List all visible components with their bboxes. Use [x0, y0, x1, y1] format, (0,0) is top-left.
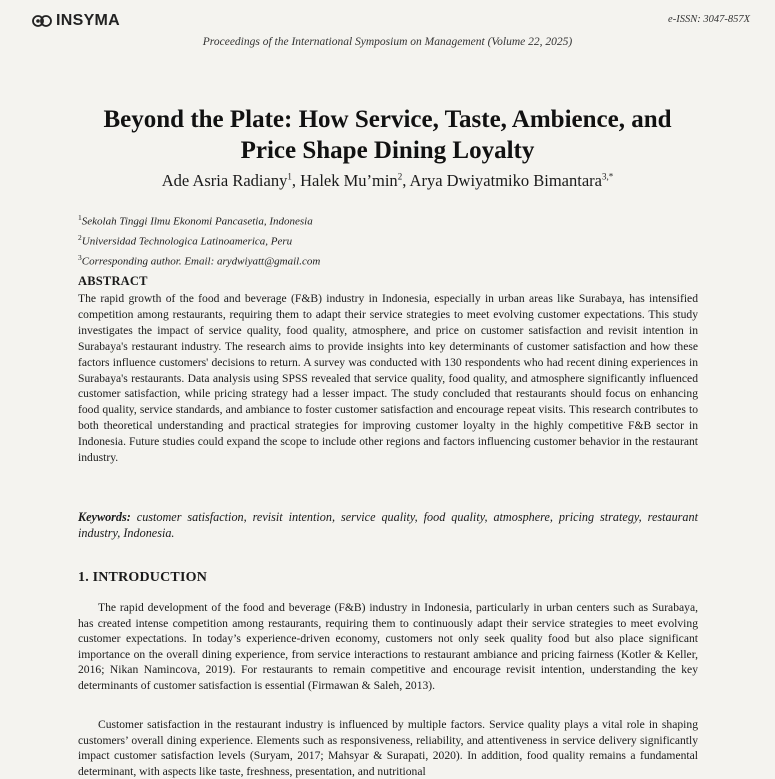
paper-title: [60, 104, 715, 166]
intro-paragraph: Customer satisfaction in the restaurant industry is influenced by multiple factors. Service quality plays a vital role in shaping customers’ overall dining experience. Elements such as responsiveness, reliability, and attentiveness in service delivery significantly impact customer satisfaction levels (Suryam, 2017; Mahsyar & Surapati, 2020). In addition, food quality remains a fundamental determinant, with aspects like taste, freshness, presentation, and nutritional: [78, 718, 698, 778]
title-line-2: Price Shape Dining Loyalty: [240, 137, 535, 164]
page-header: [32, 12, 750, 32]
affiliation: $^1$Sekolah Tinggi Ilmu Ekonomi Pancasetia, Indonesia: [78, 213, 313, 228]
abstract-heading: ABSTRACT: [78, 274, 148, 288]
author-name: Ade Asria Radiany: [161, 171, 288, 190]
author-sup: 1: [287, 171, 292, 182]
author-sup: 2: [397, 171, 403, 182]
affiliation: $^2$Universidad Technologica Latinoamerica, Peru: [78, 233, 293, 248]
logo-mark-icon: [32, 14, 54, 28]
affiliations: [78, 210, 320, 270]
abstract-text: The rapid growth of the food and beverage (F&B) industry in Indonesia, especially in urban areas like Surabaya, has intensified competition among restaurants, requiring them to adapt their service strategies to meet evolving customer expectations. This study investigates the impact of service quality, food quality, atmosphere, and price on customer satisfaction and revisit intention in Surabaya's restaurant industry. The research aims to provide insights into key determinants of customer satisfaction and how these factors influence customers' decisions to return. A survey was conducted with 130 respondents who had recent dining experiences in Surabaya's restaurants. Data analysis using SPSS revealed that service quality, food quality, and atmosphere significantly influenced customer satisfaction, while pricing strategy had a lesser impact. The study concluded that restaurants should focus on enhancing food quality, service standards, and ambiance to foster customer satisfaction and encourage repeat visits. This research contributes to both theoretical understanding and practical strategies for improving customer loyalty in the highly competitive F&B sector in Indonesia. Future studies could expand the scope to include other regions and factors influencing customer behavior in the restaurant industry.: [78, 292, 698, 465]
author-name: Halek Mu’min: [300, 171, 398, 190]
author-list: Ade Asria Radiany$^1$, Halek $Mu’\min^2$, Arya Dwiyatmiko Bimantara$^{3,*}$: [161, 171, 614, 190]
intro-paragraph: The rapid development of the food and beverage (F&B) industry in Indonesia, particularly in urban centers such as Surabaya, has created intense competition among restaurants, requiring them to continuously adapt their service strategies to meet evolving customer expectations. In today’s experience-driven economy, customers not only seek quality food but also place significant importance on the overall dining experience, from service interactions to restaurant ambiance and pricing fairness (Kotler & Keller, 2016; Nikan Namincova, 2019). For restaurants to remain competitive and encourage revisit intention, understanding the key determinants of customer satisfaction is essential (Firmawan & Saleh, 2013).: [78, 601, 698, 692]
title-line-1: Beyond the Plate: How Service, Taste, Ambience, and: [103, 106, 672, 133]
insyma-logo: [32, 12, 120, 30]
section-heading-introduction: 1. INTRODUCTION: [78, 570, 208, 585]
keywords-text: customer satisfaction, revisit intention, service quality, food quality, atmosphere, pricing strategy, restaurant industry, Indonesia.: [78, 510, 698, 540]
keywords: [78, 509, 698, 541]
author-name: Arya Dwiyatmiko Bimantara: [409, 171, 602, 190]
logo-text: INSYMA: [56, 12, 121, 29]
issn: e-ISSN: 3047-857X: [668, 14, 750, 25]
affiliation: $^3$Corresponding author. Email: arydwiyatt@gmail.com: [78, 253, 321, 268]
proceedings-line: Proceedings of the International Symposium on Management (Volume 22, 2025): [202, 36, 573, 48]
author-sup: 3,*: [601, 171, 614, 182]
keywords-label: Keywords:: [78, 510, 131, 524]
